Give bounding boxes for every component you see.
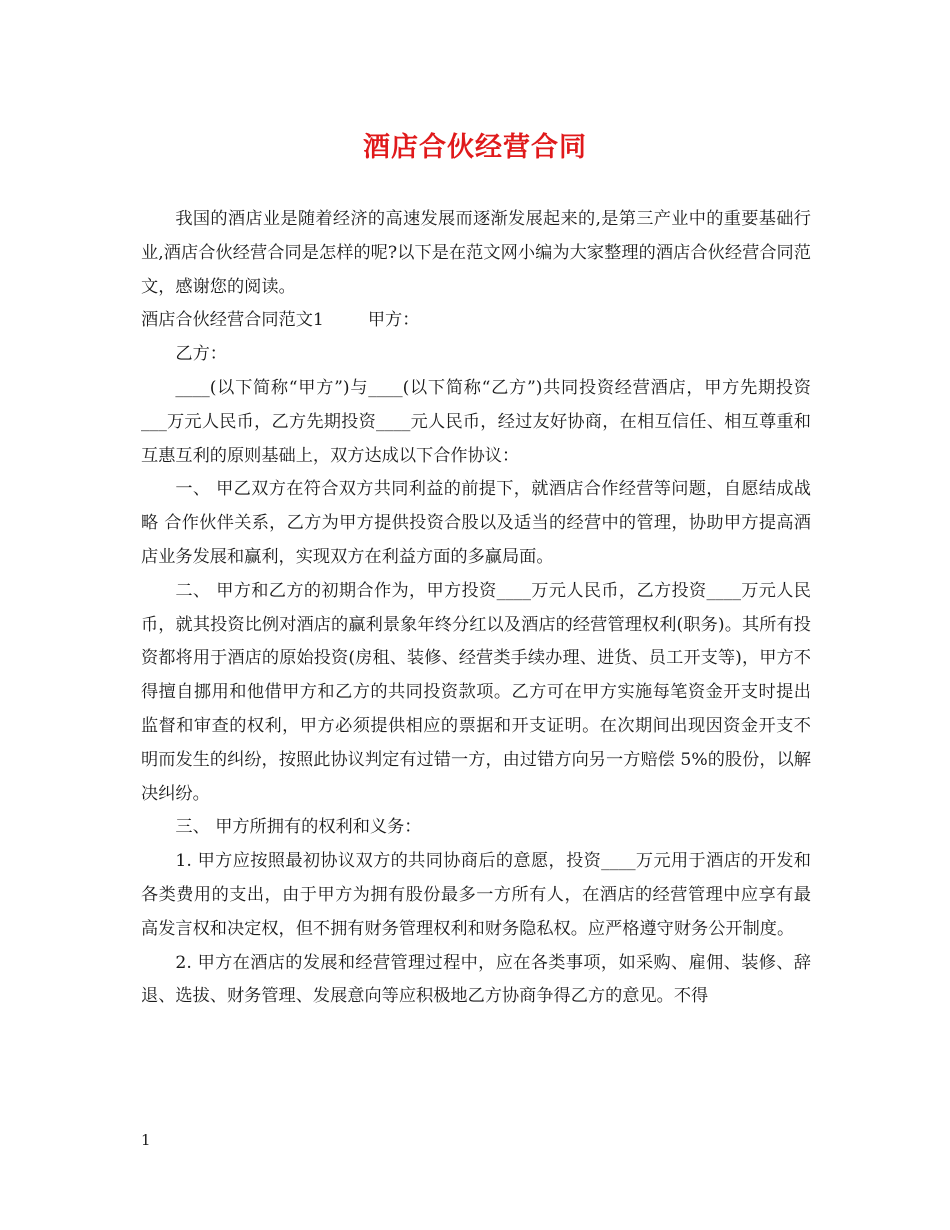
sample-heading-line [141, 304, 811, 338]
party-a-label: 甲方： [367, 310, 420, 331]
preamble-paragraph: ____(以下简称“甲方”)与____(以下简称“乙方”)共同投资经营酒店，甲方先期投资___万元人民币，乙方先期投资____元人民币，经过友好协商，在相互信任、相互尊重和互惠互利的原则基础上，双方达成以下合作协议： [141, 377, 811, 466]
document-body [141, 203, 811, 1014]
clause-3-item-2: 2. 甲方在酒店的发展和经营管理过程中，应在各类事项，如采购、雇佣、装修、辞退、选拔、财务管理、发展意向等应积极地乙方协商争得乙方的意见。不得 [141, 952, 811, 1007]
clause-3-heading: 三、 甲方所拥有的权利和义务： [175, 817, 422, 838]
party-b-label: 乙方： [175, 344, 227, 365]
clause-1: 一、 甲乙双方在符合双方共同利益的前提下，就酒店合作经营等问题，自愿结成战略 合作伙伴关系，乙方为甲方提供投资合股以及适当的经营中的管理，协助甲方提高酒店业务发展和赢利，实现双方在利益方面的多赢局面。 [141, 479, 811, 567]
clause-2: 二、 甲方和乙方的初期合作为，甲方投资____万元人民币，乙方投资____万元人民币，就其投资比例对酒店的赢利景象年终分红以及酒店的经营管理权利(职务)。其所有投资都将用于酒店的原始投资(房租、装修、经营类手续办理、进货、员工开支等)，甲方不得擅自挪用和他借甲方和乙方的共同投资款项。乙方可在甲方实施每笔资金开支时提出监督和审查的权利，甲方必须提供相应的票据和开支证明。在次期间出现因资金开支不明而发生的纠纷，按照此协议判定有过错一方，由过错方向另一方赔偿 5%的股份，以解决纠纷。 [141, 580, 811, 804]
sample-heading: 酒店合伙经营合同范文1 [141, 310, 324, 331]
page-number: 1 [141, 1131, 151, 1149]
intro-paragraph: 我国的酒店业是随着经济的高速发展而逐渐发展起来的,是第三产业中的重要基础行业,酒店合伙经营合同是怎样的呢?以下是在范文网小编为大家整理的酒店合伙经营合同范文，感谢您的阅读。 [141, 209, 811, 297]
clause-3-item-1: 1. 甲方应按照最初协议双方的共同协商后的意愿，投资____万元用于酒店的开发和各类费用的支出，由于甲方为拥有股份最多一方所有人，在酒店的经营管理中应享有最高发言权和决定权，但不拥有财务管理权利和财务隐私权。应严格遵守财务公开制度。 [141, 851, 811, 939]
document-title: 酒店合伙经营合同 [363, 132, 587, 163]
